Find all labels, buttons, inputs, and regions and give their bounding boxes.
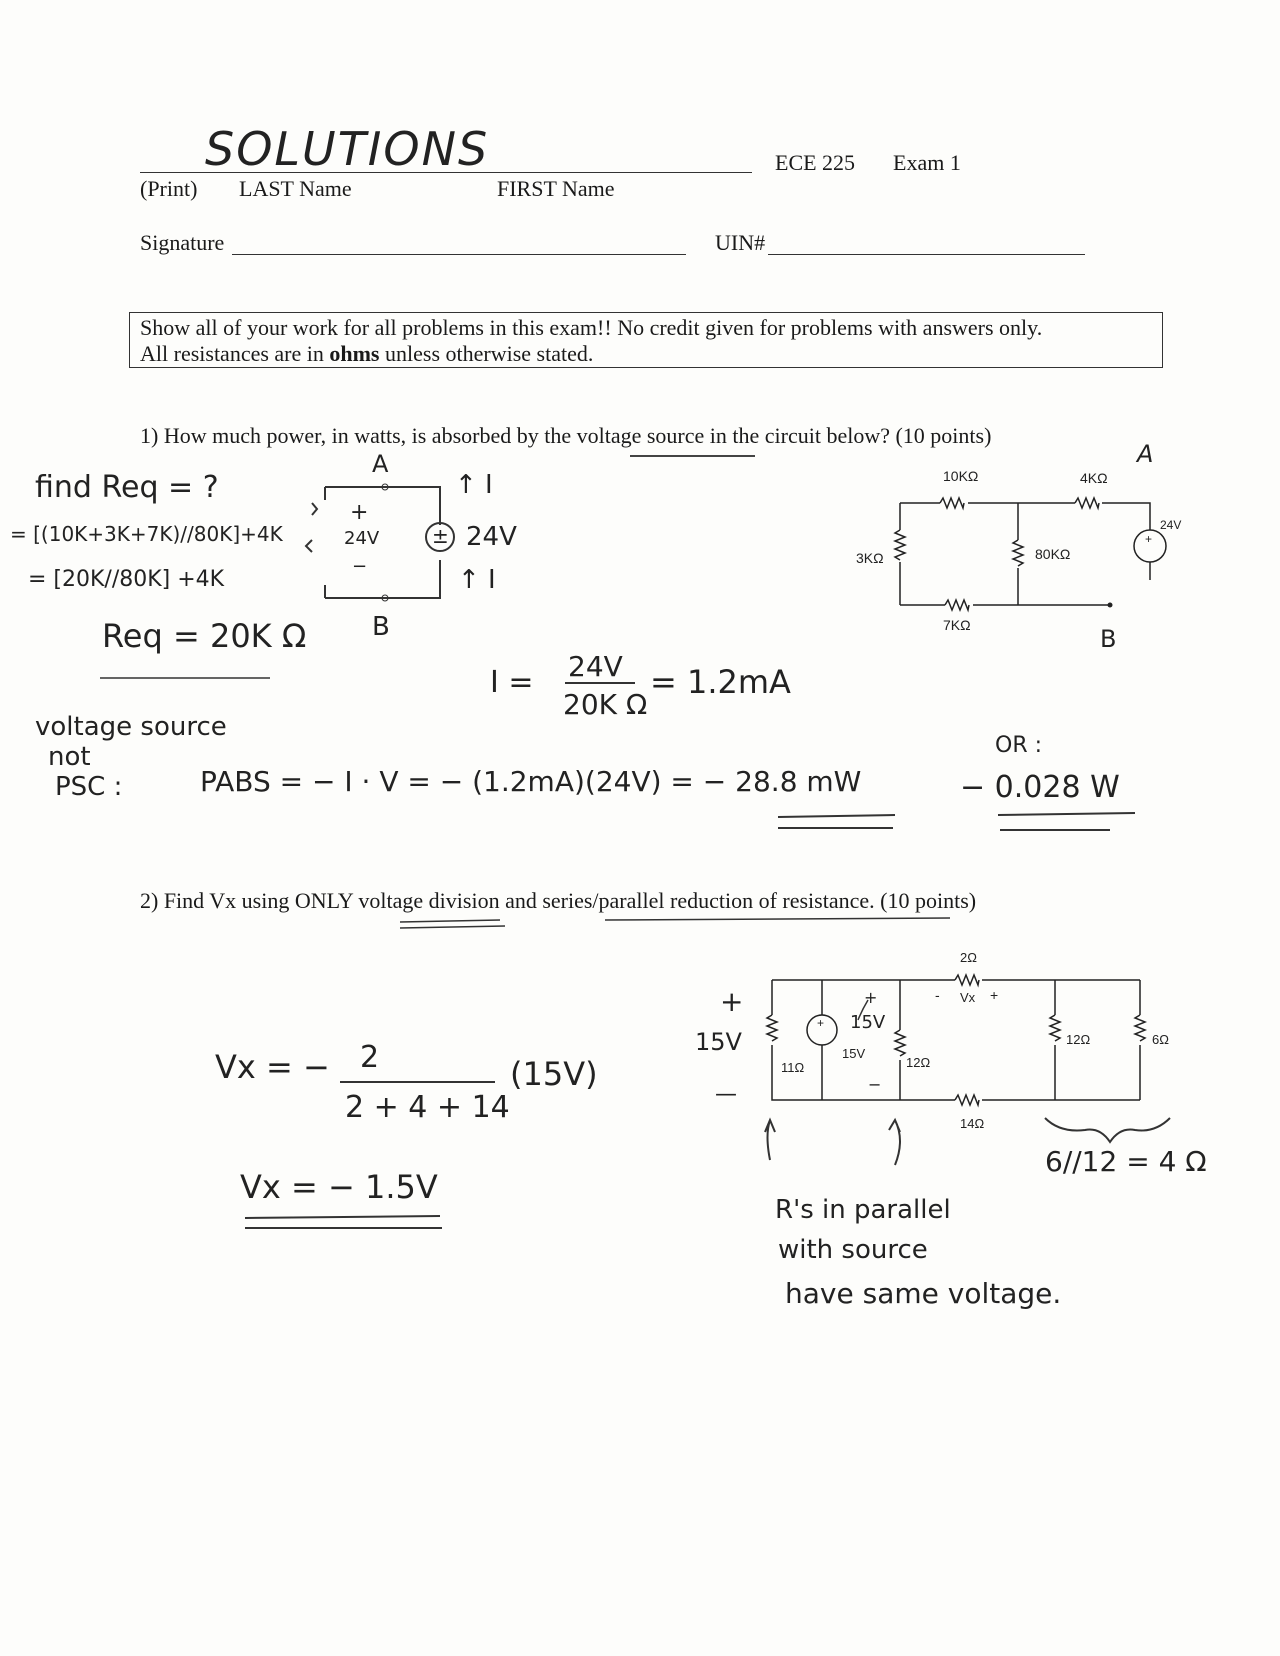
- p1-step1: = [(10K+3K+7K)//80K]+4K: [10, 522, 283, 546]
- p2-r14: [955, 1095, 979, 1105]
- p2-r11: [767, 1015, 777, 1041]
- p1-hand-underline2: [998, 813, 1135, 830]
- p2-answer: Vx = − 1.5V: [240, 1168, 438, 1206]
- p1-eq-24v-src: 24V: [466, 522, 517, 552]
- first-name-label: FIRST Name: [497, 176, 615, 201]
- p2-answer-underline: [245, 1216, 442, 1228]
- p2-inner-minus: −: [868, 1075, 882, 1094]
- instructions-line-2: [140, 341, 593, 367]
- uin-line[interactable]: [768, 254, 1085, 255]
- p1-node-b: [1108, 603, 1113, 608]
- p1-i-denominator: 20K Ω: [563, 688, 648, 721]
- p1-eq-node-a: [382, 484, 388, 490]
- instructions-line-2-pre: All resistances are in: [140, 341, 330, 366]
- name-line[interactable]: [140, 172, 752, 173]
- print-label: (Print): [140, 176, 198, 201]
- p2-parallel-result: 6//12 = 4 Ω: [1045, 1145, 1207, 1178]
- p1-note-3: PSC :: [55, 772, 123, 802]
- p2-label-14: 14Ω: [960, 1116, 985, 1131]
- p1-r4k: [1075, 498, 1099, 508]
- problem2-question: 2) Find Vx using ONLY voltage division and series/parallel reduction of resistance. (10 points): [140, 888, 977, 913]
- p2-source: [807, 1015, 837, 1045]
- p1-r80k: [1013, 540, 1023, 566]
- p1-eq-node-a-label: A: [372, 450, 389, 478]
- p1-bottom-wire: [900, 562, 1150, 605]
- p2-label-vx: Vx: [960, 990, 976, 1005]
- p1-i-result: = 1.2mA: [650, 663, 791, 701]
- p1-label-10k: 10KΩ: [943, 468, 979, 484]
- p2-multiplier: (15V): [510, 1055, 598, 1093]
- p2-underline-b: [605, 918, 950, 920]
- p2-inner-plus: +: [864, 988, 878, 1007]
- p2-side-plus: +: [720, 985, 744, 1018]
- p2-label-vx-minus: -: [935, 987, 940, 1003]
- p1-hand-underline1: [778, 815, 895, 828]
- p1-source: [1134, 530, 1166, 562]
- p1-i-numerator: 24V: [568, 650, 623, 683]
- instructions-box: [129, 312, 1163, 368]
- p1-source-plus: +: [1145, 532, 1153, 546]
- p1-label-80k: 80KΩ: [1035, 546, 1071, 562]
- problem1-question: 1) How much power, in watts, is absorbed by the voltage source in the circuit below? (10 points): [140, 423, 992, 448]
- p1-req-result: Req = 20K Ω: [102, 617, 307, 655]
- p1-pabs: PABS = − I · V = − (1.2mA)(24V) = − 28.8 mW: [200, 765, 862, 798]
- p1-label-node-a: A: [1137, 440, 1154, 468]
- p1-eq-i-top: ↑ I: [455, 470, 493, 500]
- p1-eq-circuit: [325, 487, 440, 598]
- last-name-label: LAST Name: [239, 176, 352, 201]
- p1-label-7k: 7KΩ: [943, 617, 971, 633]
- uin-label: UIN#: [715, 230, 766, 255]
- p1-r7k: [945, 600, 969, 610]
- p1-eq-24v-left: 24V: [344, 528, 380, 549]
- p1-eq-plus: +: [350, 500, 369, 525]
- p1-label-4k: 4KΩ: [1080, 470, 1108, 486]
- p2-denominator: 2 + 4 + 14: [345, 1090, 510, 1125]
- p2-arrow-left: [765, 1120, 775, 1160]
- p1-eq-brace: [306, 503, 317, 552]
- p1-label-node-b: B: [1100, 625, 1117, 653]
- p1-step2: = [20K//80K] +4K: [28, 567, 225, 592]
- p2-arrow-right: [889, 1120, 900, 1165]
- p2-label-2: 2Ω: [960, 950, 977, 965]
- p2-note-3: have same voltage.: [785, 1277, 1062, 1310]
- p1-eq-source-sign: ±: [432, 524, 449, 548]
- p1-i-label: I =: [490, 665, 534, 700]
- p2-label-12a: 12Ω: [906, 1055, 931, 1070]
- p1-answer-watts: − 0.028 W: [960, 770, 1120, 805]
- p1-or: OR :: [995, 733, 1043, 758]
- p2-numerator: 2: [360, 1040, 380, 1075]
- p2-note-1: R's in parallel: [775, 1195, 951, 1225]
- signature-label: Signature: [140, 230, 225, 255]
- p2-label-15v: 15V: [842, 1046, 866, 1061]
- p1-eq-node-b: [382, 595, 388, 601]
- problem1-underline: [630, 455, 755, 457]
- p1-top-wire: [900, 503, 1150, 530]
- p1-find-req: find Req = ?: [35, 470, 219, 505]
- p1-label-3k: 3KΩ: [856, 550, 884, 566]
- p1-eq-i-bot: ↑ I: [458, 565, 496, 595]
- instructions-line-1: Show all of your work for all problems in this exam!! No credit given for problems with answers only.: [140, 315, 1043, 340]
- p2-underline-a: [400, 920, 505, 928]
- p2-inner-15v: 15V: [850, 1012, 886, 1033]
- instructions-line-2-post: unless otherwise stated.: [379, 341, 594, 366]
- p2-label-vx-plus: +: [990, 987, 999, 1003]
- p2-r2: [955, 975, 979, 985]
- p1-note-2: not: [48, 742, 91, 772]
- p1-r3k: [895, 530, 905, 560]
- p2-label-6: 6Ω: [1152, 1032, 1169, 1047]
- p2-r12a: [895, 1030, 905, 1056]
- p1-eq-minus: −: [352, 556, 368, 577]
- p2-brace-right: [1045, 1118, 1170, 1142]
- p2-label-12b: 12Ω: [1066, 1032, 1091, 1047]
- p2-side-15v: 15V: [695, 1028, 742, 1056]
- p2-vx-equation: Vx = −: [215, 1048, 330, 1086]
- p2-side-minus: —: [715, 1082, 737, 1107]
- instructions-bold: ohms: [329, 341, 380, 366]
- p2-r12b: [1050, 1015, 1060, 1041]
- p2-r6: [1135, 1015, 1145, 1041]
- exam-label: Exam 1: [893, 150, 961, 175]
- p2-note-2: with source: [778, 1235, 928, 1265]
- p1-r10k: [940, 498, 964, 508]
- p1-eq-node-b-label: B: [372, 612, 390, 642]
- solutions-handwritten: SOLUTIONS: [205, 122, 490, 176]
- p1-label-24v: 24V: [1160, 518, 1182, 532]
- signature-line[interactable]: [232, 254, 686, 255]
- p1-note-1: voltage source: [35, 712, 227, 742]
- p2-label-11: 11Ω: [781, 1060, 805, 1075]
- course-label: ECE 225: [775, 150, 856, 175]
- p2-source-plus: +: [817, 1016, 825, 1030]
